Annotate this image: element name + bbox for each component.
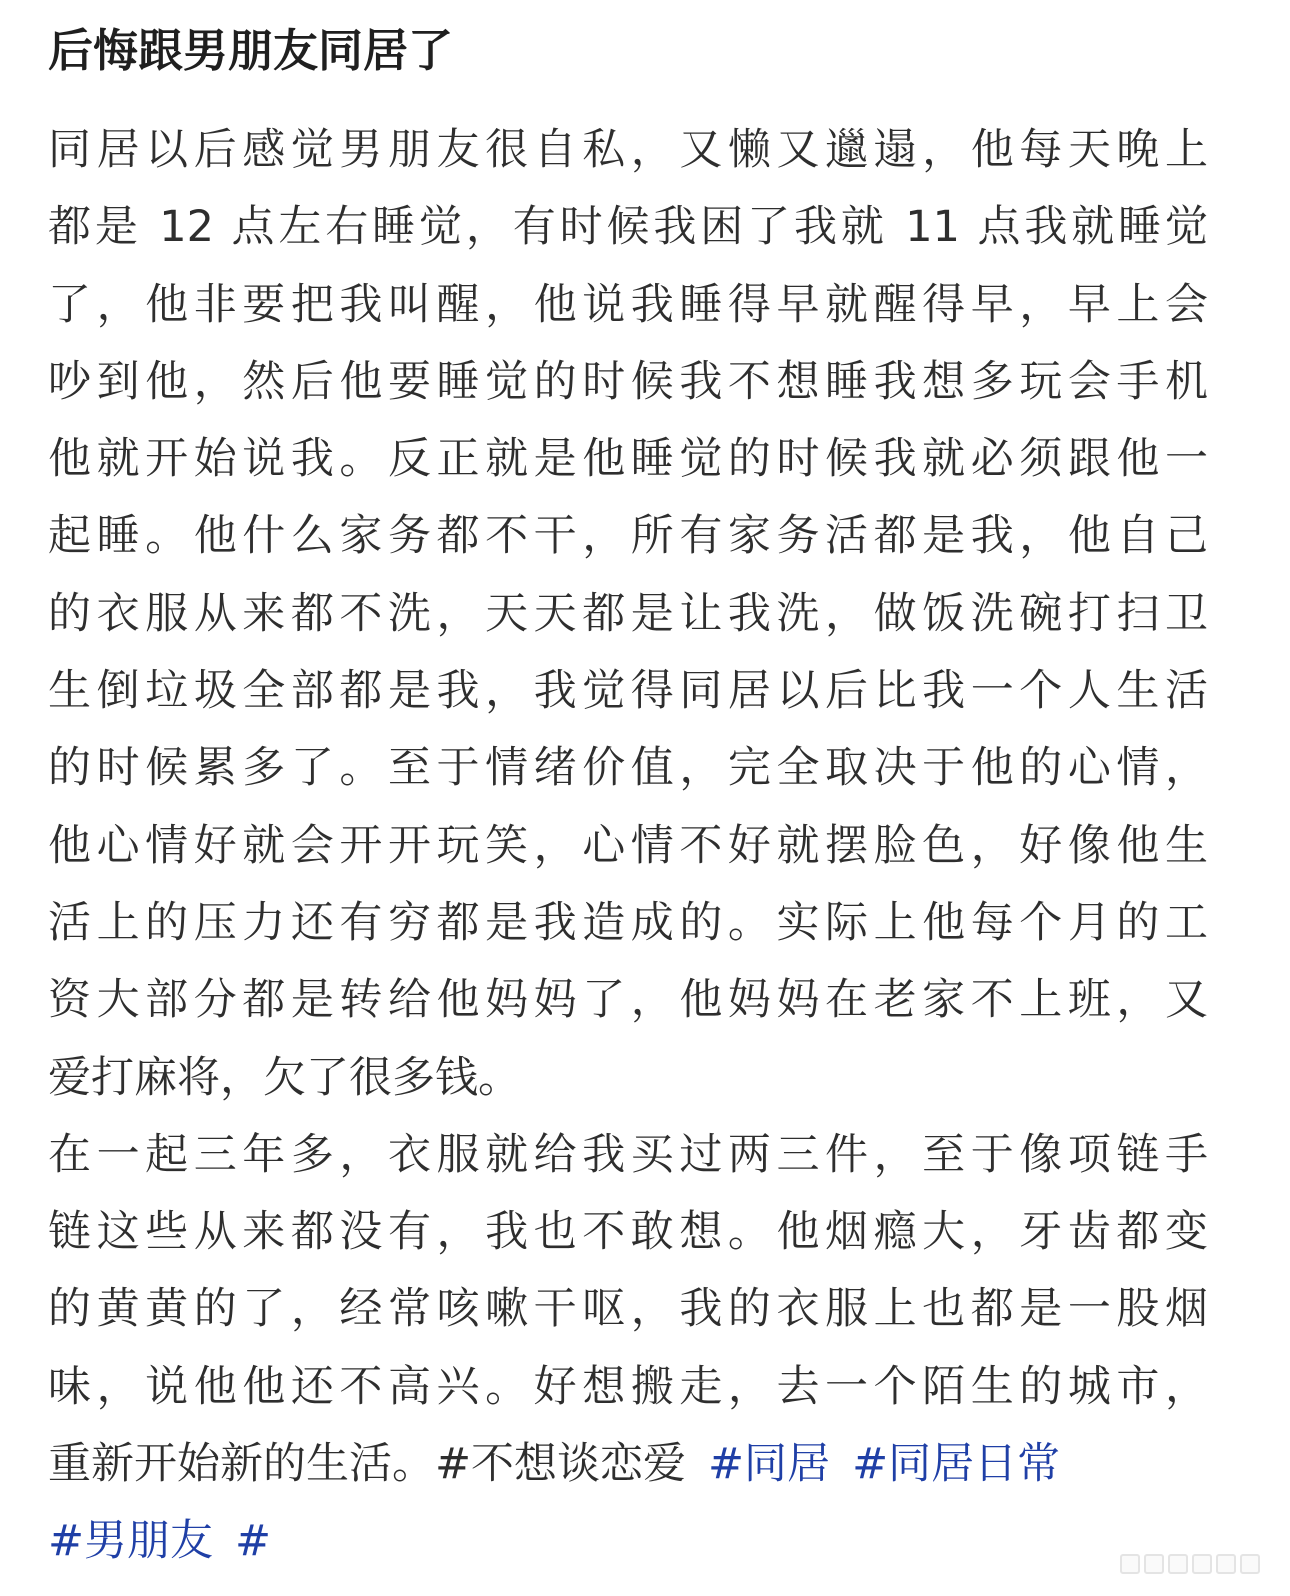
text-line: 在一起三年多，衣服就给我买过两三件，至于像项链手 bbox=[48, 1129, 1208, 1180]
text-line: 同居以后感觉男朋友很自私，又懒又邋遢，他每天晚上 bbox=[48, 125, 1208, 175]
corner-watermark bbox=[1120, 1554, 1260, 1574]
text-line: 他心情好就会开开玩笑，心情不好就摆脸色，好像他生 bbox=[48, 820, 1208, 871]
paragraph-2 bbox=[48, 1117, 1208, 1581]
text-line: 生倒垃圾全部都是我，我觉得同居以后比我一个人生活 bbox=[48, 666, 1208, 717]
closing-text: 重新开始新的生活。 bbox=[48, 1439, 435, 1490]
text-line: 起睡。他什么家务都不干，所有家务活都是我，他自己 bbox=[48, 511, 1208, 562]
hashtag-link-cohabitation[interactable]: #同居 bbox=[708, 1439, 831, 1490]
watermark-square bbox=[1120, 1554, 1140, 1574]
hashtag-link-boyfriend[interactable]: #男朋友 bbox=[48, 1516, 214, 1567]
text-line: 都是 12 点左右睡觉，有时候我困了我就 11 点我就睡觉 bbox=[48, 202, 1208, 253]
text-line: 他就开始说我。反正就是他睡觉的时候我就必须跟他一 bbox=[48, 434, 1208, 485]
watermark-square bbox=[1216, 1554, 1236, 1574]
text-line: 爱打麻将，欠了很多钱。 bbox=[48, 1052, 521, 1103]
text-line: 了，他非要把我叫醒，他说我睡得早就醒得早，早上会 bbox=[48, 279, 1208, 330]
text-line: 链这些从来都没有，我也不敢想。他烟瘾大，牙齿都变 bbox=[48, 1207, 1208, 1258]
watermark-square bbox=[1240, 1554, 1260, 1574]
paragraph-1 bbox=[48, 112, 1208, 1117]
text-line: 吵到他，然后他要睡觉的时候我不想睡我想多玩会手机 bbox=[48, 356, 1208, 407]
watermark-square bbox=[1144, 1554, 1164, 1574]
hashtag-link-empty[interactable]: # bbox=[235, 1516, 272, 1567]
text-line: 活上的压力还有穷都是我造成的。实际上他每个月的工 bbox=[48, 897, 1208, 948]
watermark-square bbox=[1192, 1554, 1212, 1574]
text-line: 资大部分都是转给他妈妈了，他妈妈在老家不上班，又 bbox=[48, 975, 1208, 1026]
hashtag-line bbox=[48, 1503, 1208, 1580]
hashtag-plain: #不想谈恋爱 bbox=[435, 1439, 687, 1490]
text-line: 的衣服从来都不洗，天天都是让我洗，做饭洗碗打扫卫 bbox=[48, 588, 1208, 639]
text-line: 的黄黄的了，经常咳嗽干呕，我的衣服上也都是一股烟 bbox=[48, 1284, 1208, 1335]
text-line: 的时候累多了。至于情绪价值，完全取决于他的心情， bbox=[48, 743, 1208, 794]
text-line: 味，说他他还不高兴。好想搬走，去一个陌生的城市， bbox=[48, 1361, 1208, 1412]
watermark-square bbox=[1168, 1554, 1188, 1574]
hashtag-link-cohabitation-daily[interactable]: #同居日常 bbox=[852, 1439, 1061, 1490]
text-line-with-hashtags bbox=[48, 1426, 1208, 1503]
post-title: 后悔跟男朋友同居了 bbox=[48, 24, 454, 77]
post-content bbox=[48, 18, 1208, 1581]
